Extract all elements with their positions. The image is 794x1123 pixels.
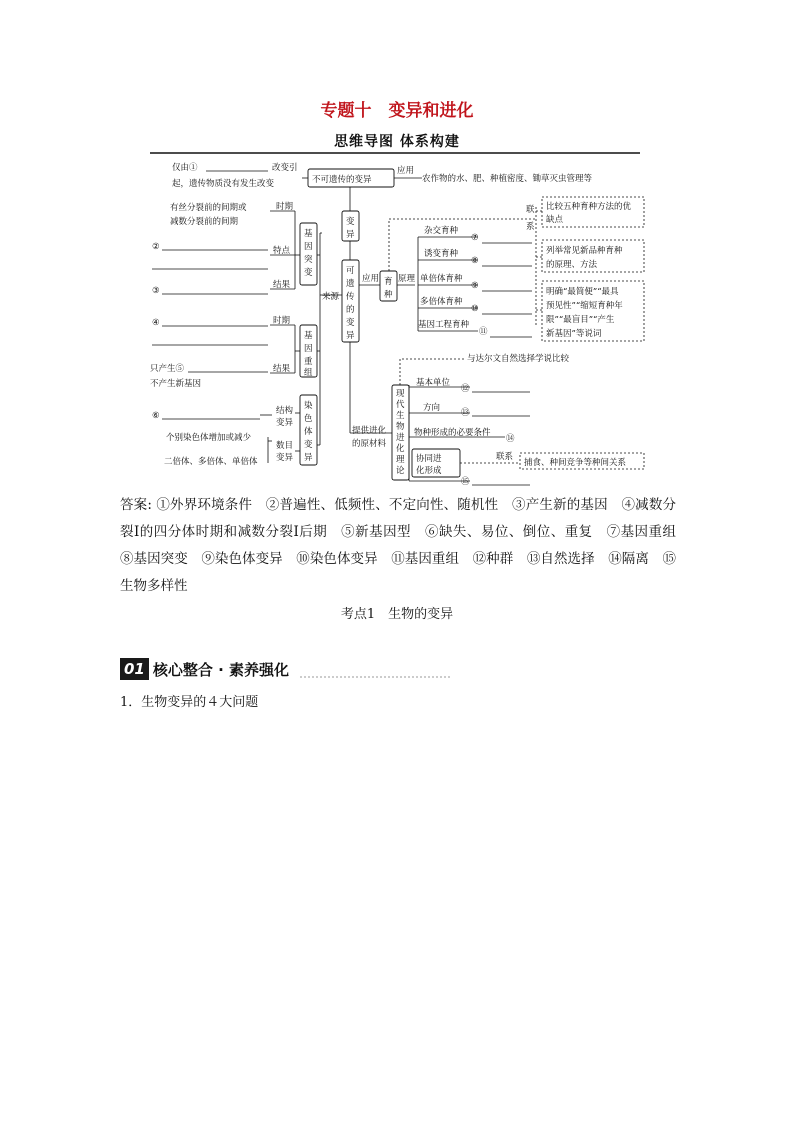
mm-time-label-2: 时期 bbox=[273, 316, 291, 326]
mm-box3c: 限”“最盲目”“产生 bbox=[546, 315, 615, 325]
svg-text:代: 代 bbox=[396, 400, 405, 410]
mm-source: 来源 bbox=[322, 292, 340, 302]
svg-text:变: 变 bbox=[304, 440, 313, 450]
section-number: 01 bbox=[120, 658, 149, 680]
mm-result: 结果 bbox=[273, 280, 291, 290]
svg-text:变: 变 bbox=[346, 318, 355, 328]
mm-e3n: ⑭ bbox=[506, 434, 515, 444]
svg-text:基: 基 bbox=[304, 331, 313, 341]
mm-b2n: ⑧ bbox=[471, 256, 479, 266]
section-title: 核心整合 · 素养强化 bbox=[152, 660, 290, 679]
mm-e1n: ⑫ bbox=[461, 384, 470, 394]
mm-box3b: 预见性”“缩短育种年 bbox=[546, 301, 623, 311]
mm-only5: 只产生⑤ bbox=[150, 364, 185, 374]
mm-b3n: ⑨ bbox=[471, 281, 479, 291]
mm-num4: ④ bbox=[152, 318, 160, 328]
mm-coevo-2: 化形成 bbox=[416, 466, 442, 476]
mm-top-left-2: 起，遗传物质没有发生改变 bbox=[172, 179, 275, 189]
mm-provide-2: 的原材料 bbox=[352, 439, 387, 449]
svg-text:论: 论 bbox=[396, 466, 405, 476]
mm-m-time-2: 减数分裂前的间期 bbox=[170, 217, 239, 227]
svg-text:因: 因 bbox=[304, 242, 313, 252]
page-title: 专题十 变异和进化 bbox=[320, 101, 474, 121]
mm-apply-top: 应用 bbox=[397, 166, 415, 176]
svg-text:物: 物 bbox=[396, 422, 405, 432]
svg-text:种: 种 bbox=[384, 290, 393, 300]
mm-var: 变异 bbox=[276, 418, 294, 428]
mm-box1b: 缺点 bbox=[546, 215, 564, 225]
svg-text:现: 现 bbox=[396, 389, 405, 399]
mm-b1: 杂交育种 bbox=[424, 226, 459, 236]
mm-box3a: 明确“最简便”“最具 bbox=[546, 287, 619, 297]
mm-num6: ⑥ bbox=[152, 411, 160, 421]
svg-text:进: 进 bbox=[396, 433, 405, 443]
svg-text:色: 色 bbox=[304, 414, 313, 424]
svg-text:遗: 遗 bbox=[346, 279, 355, 289]
mm-top-left-1: 仅由① bbox=[172, 163, 198, 173]
svg-text:生: 生 bbox=[396, 411, 405, 421]
mm-top-left-1b: 改变引 bbox=[272, 163, 298, 173]
mm-coevo-1: 协同进 bbox=[416, 454, 442, 464]
svg-text:异: 异 bbox=[304, 453, 313, 463]
mm-time-label: 时期 bbox=[276, 202, 294, 212]
mm-link-3: 联系 bbox=[496, 452, 514, 462]
point-heading: 考点1 生物的变异 bbox=[340, 607, 454, 622]
mm-m-time-1: 有丝分裂前的间期或 bbox=[170, 203, 247, 213]
mm-indiv: 个别染色体增加或减少 bbox=[166, 433, 252, 443]
mm-num-var-1: 数目 bbox=[276, 441, 294, 451]
mm-e3: 物种形成的必要条件 bbox=[414, 428, 491, 438]
mm-poly: 二倍体、多倍体、单倍体 bbox=[164, 457, 258, 467]
mm-e2n: ⑬ bbox=[461, 408, 470, 418]
svg-text:的: 的 bbox=[346, 305, 355, 315]
mm-b5n: ⑪ bbox=[479, 327, 488, 337]
mm-b4: 多倍体育种 bbox=[420, 297, 463, 307]
svg-text:变: 变 bbox=[304, 268, 313, 278]
svg-text:传: 传 bbox=[346, 292, 355, 302]
mm-no-new-gene: 不产生新基因 bbox=[150, 379, 202, 389]
svg-text:理: 理 bbox=[396, 455, 405, 465]
svg-text:染: 染 bbox=[304, 401, 313, 411]
mm-principle: 原理 bbox=[398, 274, 416, 284]
answers-paragraph: 答案: ①外界环境条件 ②普遍性、低频性、不定向性、随机性 ③产生新的基因 ④减数分裂Ⅰ的四分体时期和减数分裂Ⅰ后期 ⑤新基因型 ⑥缺失、易位、倒位、重复 ⑦基因重组 ⑧基因突变 ⑨染色体变异 ⑩染色体变异 ⑪基因重组 ⑫种群 ⑬自然选择 ⑭隔离 ⑮生物多样性 bbox=[120, 497, 690, 594]
mm-box3d: 新基因”等说词 bbox=[546, 329, 602, 339]
svg-text:因: 因 bbox=[304, 344, 313, 354]
mm-box2b: 的原理、方法 bbox=[546, 260, 598, 270]
svg-text:异: 异 bbox=[346, 230, 355, 240]
mm-e1: 基本单位 bbox=[416, 378, 451, 388]
mm-provide: 提供进化 bbox=[352, 426, 387, 436]
svg-text:组: 组 bbox=[304, 368, 313, 378]
svg-text:体: 体 bbox=[304, 427, 313, 437]
mm-b4n: ⑩ bbox=[471, 304, 479, 314]
mm-num2: ② bbox=[152, 242, 160, 252]
section-divider bbox=[300, 676, 450, 678]
section-header bbox=[120, 658, 289, 680]
svg-text:异: 异 bbox=[346, 331, 355, 341]
svg-text:基: 基 bbox=[304, 229, 313, 239]
mm-box1a: 比较五种育种方法的优 bbox=[546, 202, 632, 212]
mm-box4: 捕食、种间竞争等种间关系 bbox=[524, 458, 627, 468]
mm-result-2: 结果 bbox=[273, 364, 291, 374]
mm-feature: 特点 bbox=[273, 246, 291, 256]
mm-link: 联 bbox=[526, 205, 535, 215]
svg-text:突: 突 bbox=[304, 255, 313, 265]
svg-text:化: 化 bbox=[396, 444, 405, 454]
mm-b5: 基因工程育种 bbox=[418, 320, 470, 330]
list-item-1: 1．生物变异的４大问题 bbox=[120, 695, 259, 710]
mindmap-heading: 思维导图 体系构建 bbox=[334, 134, 460, 150]
svg-text:可: 可 bbox=[346, 266, 355, 276]
svg-text:重: 重 bbox=[304, 357, 313, 367]
mm-apply-mid: 应用 bbox=[362, 274, 380, 284]
svg-text:育: 育 bbox=[384, 277, 393, 287]
mm-b3: 单倍体育种 bbox=[420, 274, 463, 284]
mm-nonheritable: 不可遗传的变异 bbox=[312, 175, 372, 185]
mm-num-var-2: 变异 bbox=[276, 453, 294, 463]
mm-struct: 结构 bbox=[276, 406, 294, 416]
mm-e2: 方向 bbox=[423, 403, 441, 413]
mm-b1n: ⑦ bbox=[471, 233, 479, 243]
mm-link-2: 系 bbox=[526, 222, 535, 232]
mm-darwin: 与达尔文自然选择学说比较 bbox=[467, 354, 570, 364]
mm-box2a: 列举常见新品种育种 bbox=[546, 246, 623, 256]
mm-b2: 诱变育种 bbox=[424, 249, 459, 259]
svg-text:变: 变 bbox=[346, 217, 355, 227]
mm-apply-top-text: 农作物的水、肥、种植密度、锄草灭虫管理等 bbox=[422, 174, 593, 184]
mindmap-diagram bbox=[140, 145, 650, 487]
mm-e4n: ⑮ bbox=[461, 477, 470, 487]
mm-num3: ③ bbox=[152, 286, 160, 296]
